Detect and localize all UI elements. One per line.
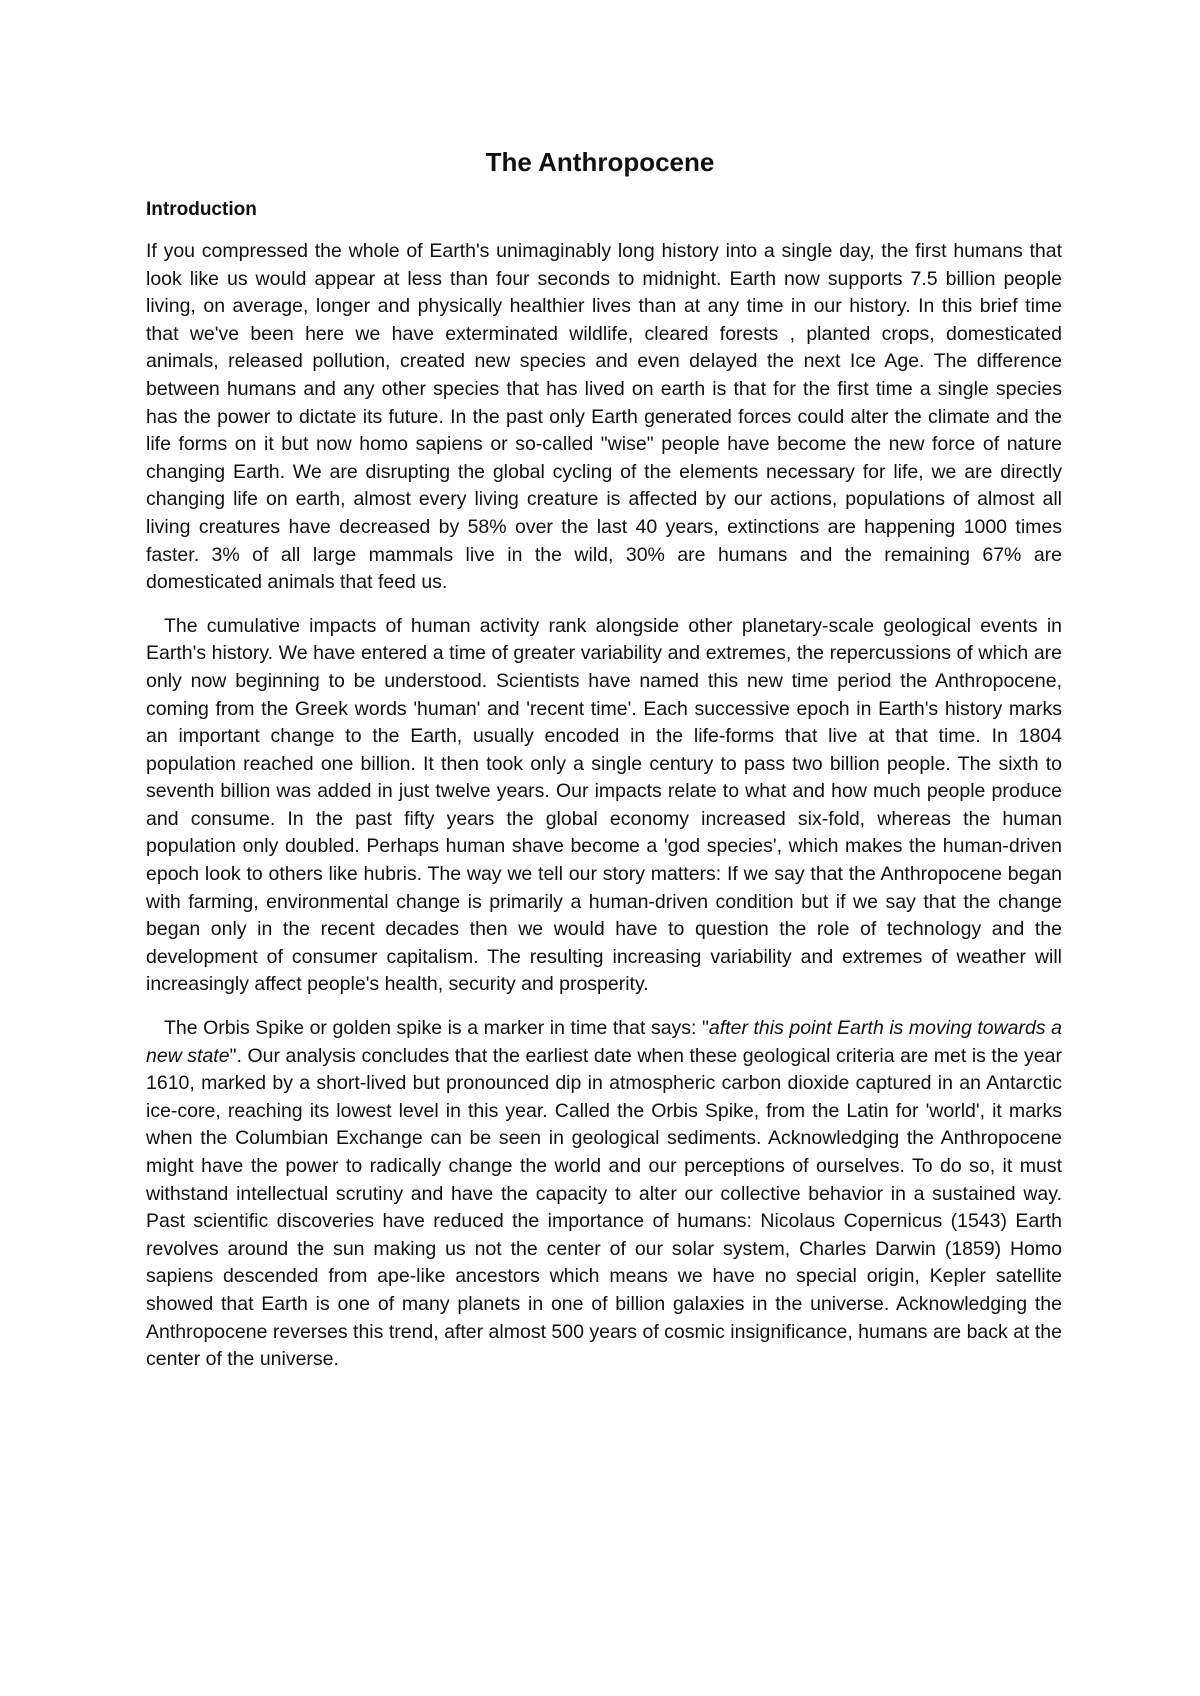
paragraph-3: [146, 1015, 1062, 1374]
section-heading: Introduction: [146, 199, 257, 220]
paragraph-3-intro: The Orbis Spike or golden spike is a marker in time that says: ": [164, 1017, 709, 1040]
document-title: The Anthropocene: [485, 147, 715, 177]
paragraph-3-quote: after this point Earth is moving towards a new state: [146, 1017, 1062, 1067]
paragraph-3-rest: ". Our analysis concludes that the earliest date when these geological criteria are met is the year 1610, marked by a short-lived but pronounced dip in atmospheric carbon dioxide captured in an Antarctic ice-core, reaching its lowest level in this year. Called the Orbis Spike, from the Latin for 'world', it marks when the Columbian Exchange can be seen in geological sediments. Acknowledging the Anthropocene might have the power to radically change the world and our perceptions of ourselves. To do so, it must withstand intellectual scrutiny and have the capacity to alter our collective behavior in a sustained way. Past scientific discoveries have reduced the importance of humans: Nicolaus Copernicus (1543) Earth revolves around the sun making us not the center of our solar system, Charles Darwin (1859) Homo sapiens descended from ape-like ancestors which means we have no special origin, Kepler satellite showed that Earth is one of many planets in one of billion galaxies in the universe. Acknowledging the Anthropocene reverses this trend, after almost 500 years of cosmic insignificance, humans are back at the center of the universe.: [146, 1044, 1062, 1371]
document-body: [146, 196, 1062, 1390]
paragraph-1: If you compressed the whole of Earth's unimaginably long history into a single day, the first humans that look like us would appear at less than four seconds to midnight. Earth now supports 7.5 billion people living, on average, longer and physically healthier lives than at any time in our history. In this brief time that we've been here we have exterminated wildlife, cleared forests , planted crops, domesticated animals, released pollution, created new species and even delayed the next Ice Age. The difference between humans and any other species that has lived on earth is that for the first time a single species has the power to dictate its future. In the past only Earth generated forces could alter the climate and the life forms on it but now homo sapiens or so-called "wise" people have become the new force of nature changing Earth. We are disrupting the global cycling of the elements necessary for life, we are directly changing life on earth, almost every living creature is affected by our actions, populations of almost all living creatures have decreased by 58% over the last 40 years, extinctions are happening 1000 times faster. 3% of all large mammals live in the wild, 30% are humans and the remaining 67% are domesticated animals that feed us.: [146, 240, 1062, 594]
paragraph-2: The cumulative impacts of human activity rank alongside other planetary-scale geological events in Earth's history. We have entered a time of greater variability and extremes, the repercussions of which are only now beginning to be understood. Scientists have named this new time period the Anthropocene, coming from the Greek words 'human' and 'recent time'. Each successive epoch in Earth's history marks an important change to the Earth, usually encoded in the life-forms that live at that time. In 1804 population reached one billion. It then took only a single century to pass two billion people. The sixth to seventh billion was added in just twelve years. Our impacts relate to what and how much people produce and consume. In the past fifty years the global economy increased six-fold, whereas the human population only doubled. Perhaps human shave become a 'god species', which makes the human-driven epoch look to others like hubris. The way we tell our story matters: If we say that the Anthropocene began with farming, environmental change is primarily a human-driven condition but if we say that the change began only in the recent decades then we would have to question the role of technology and the development of consumer capitalism. The resulting increasing variability and extremes of weather will increasingly affect people's health, security and prosperity.: [146, 614, 1062, 996]
